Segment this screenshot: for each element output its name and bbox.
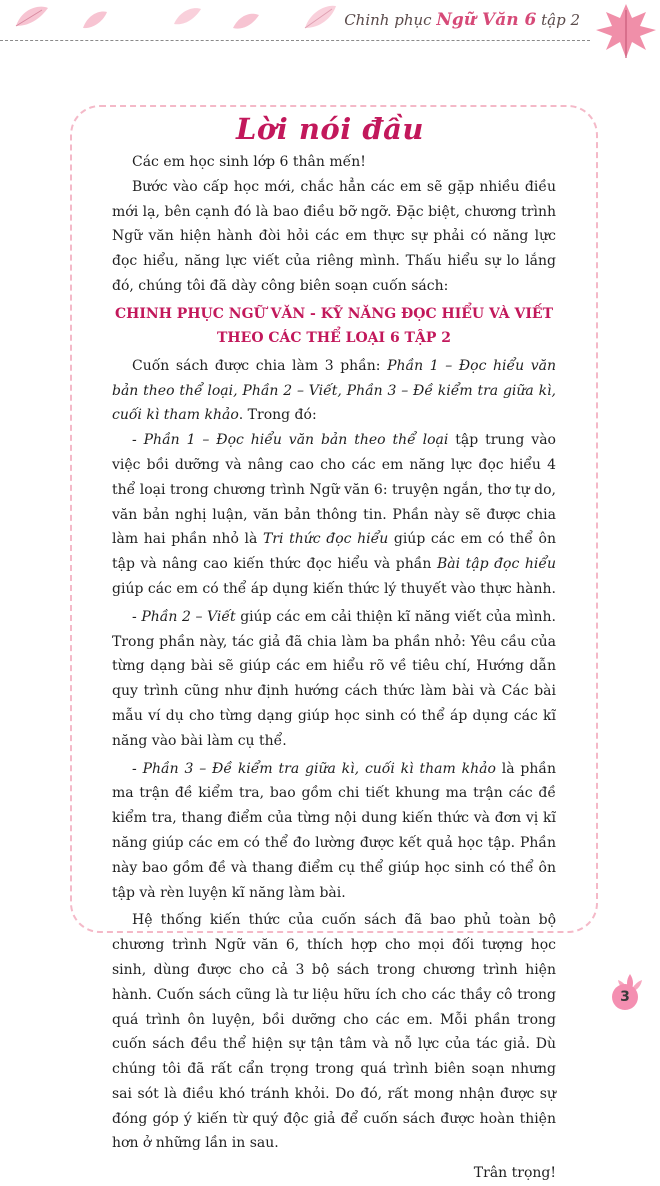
intro-paragraph: Bước vào cấp học mới, chắc hẳn các em sẽ gặp nhiều điều mới lạ, bên cạnh đó là bao điều bỡ ngỡ. Đặc biệt, chương trình Ngữ văn hiện hành đòi hỏi các em thực sự phải có năng lực đọc hiểu, năng lực viết của riêng mình. Thấu hiểu sự lo lắng đó, chúng tôi đã dày công biên soạn cuốn sách: (112, 178, 556, 294)
book-title: CHINH PHỤC NGỮ VĂN - KỸ NĂNG ĐỌC HIỂU VÀ VIẾT THEO CÁC THỂ LOẠI 6 TẬP 2 (114, 305, 554, 346)
leaf-decoration-icon (170, 4, 204, 30)
page-number: 3 (612, 984, 638, 1010)
part3-paragraph: - Phần 3 – Đề kiểm tra giữa kì, cuối kì tham khảo là phần ma trận đề kiểm tra, bao gồm chi tiết khung ma trận các đề kiểm tra, thang điểm của từng nội dung kiến thức và đơn vị kĩ năng giúp các em có thể đo lường được kết quả học tập. Phần này bao gồm đề và thang điểm cụ thể giúp học sinh có thể ôn tập và rèn luyện kĩ năng làm bài. (112, 760, 556, 901)
part2-paragraph: - Phần 2 – Viết giúp các em cải thiện kĩ năng viết của mình. Trong phần này, tác giả đã chia làm ba phần nhỏ: Yêu cầu của từng dạng bài sẽ giúp các em hiểu rõ về tiêu chí, Hướng dẫn quy trình cũng như định hướng cách thức làm bài và Các bài mẫu ví dụ cho từng dạng giúp học sinh có thể áp dụng các kĩ năng vào bài làm cụ thể. (112, 608, 556, 749)
greeting: Các em học sinh lớp 6 thân mến! (132, 154, 366, 170)
leaf-decoration-icon (12, 2, 52, 32)
structure-paragraph: Cuốn sách được chia làm 3 phần: Phần 1 – Đọc hiểu văn bản theo thể loại, Phần 2 – Viết, Phần 3 – Đề kiểm tra giữa kì, cuối kì tham khảo. Trong đó: (112, 357, 557, 424)
preface-body (112, 150, 556, 1186)
running-header: Chinh phục Ngữ Văn 6 tập 2 (344, 10, 580, 30)
leaf-decoration-icon (230, 10, 262, 36)
header-divider (0, 40, 590, 41)
leaf-decoration-icon (80, 8, 110, 34)
page-title: Lời nói đầu (235, 112, 425, 146)
part1-paragraph: - Phần 1 – Đọc hiểu văn bản theo thể loại tập trung vào việc bồi dưỡng và nâng cao cho các em năng lực đọc hiểu 4 thể loại trong chương trình Ngữ văn 6: truyện ngắn, thơ tự do, văn bản nghị luận, văn bản thông tin. Phần này sẽ được chia làm hai phần nhỏ là Tri thức đọc hiểu giúp các em có thể ôn tập và nâng cao kiến thức đọc hiểu và phần Bài tập đọc hiểu giúp các em có thể áp dụng kiến thức lý thuyết vào thực hành. (112, 432, 556, 597)
signature: Trân trọng! (473, 1165, 556, 1182)
maple-leaf-icon (592, 0, 660, 60)
leaf-decoration-icon (300, 2, 340, 32)
closing-paragraph: Hệ thống kiến thức của cuốn sách đã bao phủ toàn bộ chương trình Ngữ văn 6, thích hợp cho mọi đối tượng học sinh, dùng được cho cả 3 bộ sách trong chương trình hiện hành. Cuốn sách cũng là tư liệu hữu ích cho các thầy cô trong quá trình ôn luyện, bồi dưỡng cho các em. Mỗi phần trong cuốn sách đều thể hiện sự tận tâm và nỗ lực của tác giả. Dù chúng tôi đã rất cẩn trọng trong quá trình biên soạn nhưng sai sót là điều khó tránh khỏi. Do đó, rất mong nhận được sự đóng góp ý kiến từ quý độc giả để cuốn sách được hoàn thiện hơn ở những lần in sau. (112, 912, 556, 1152)
